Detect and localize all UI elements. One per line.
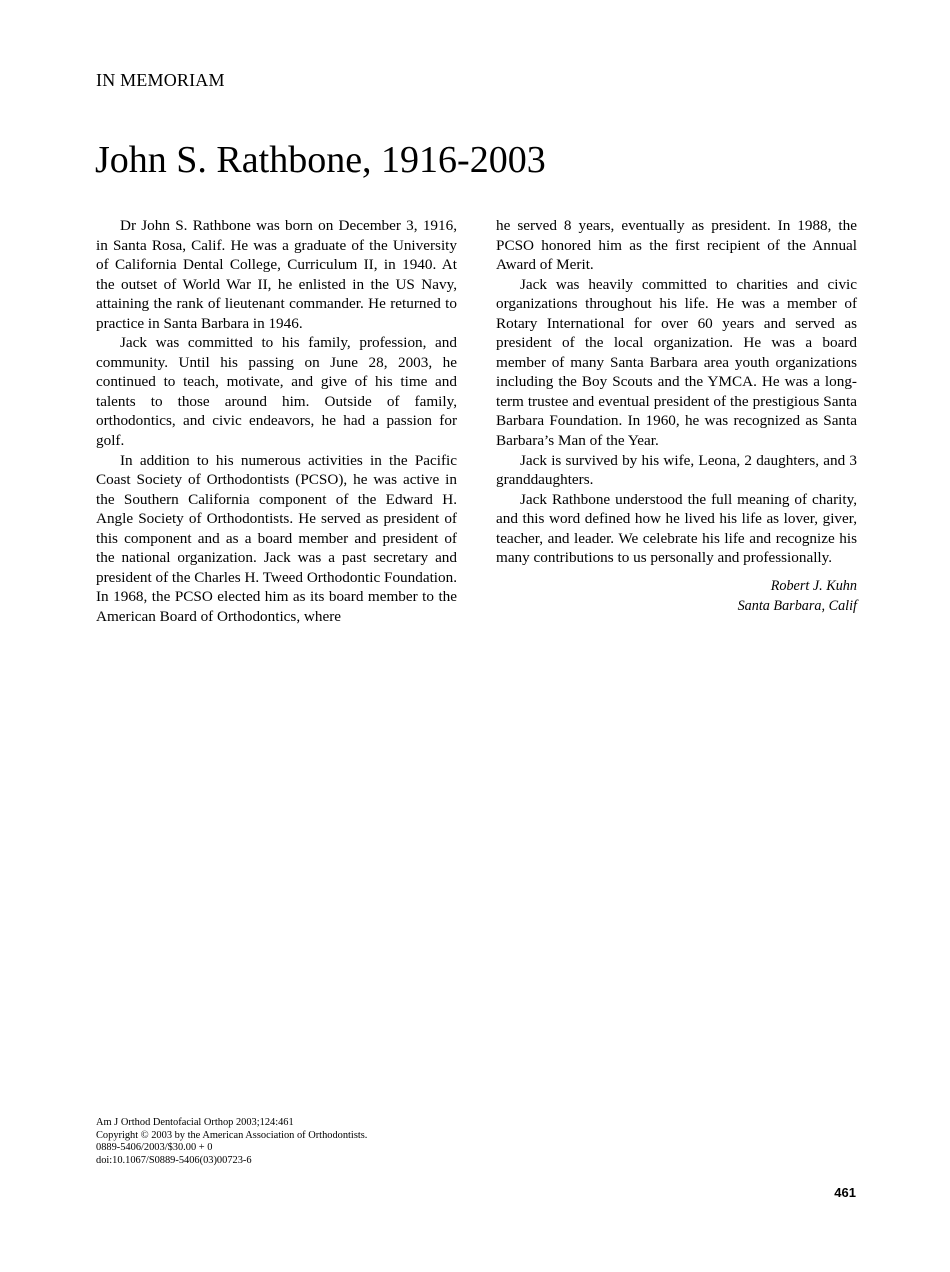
signature-location: Santa Barbara, Calif	[737, 597, 857, 614]
page-number: 461	[834, 1185, 856, 1200]
body-paragraph: Jack was heavily committed to charities and civic organizations throughout his life. He was a member of Rotary International for over 60 years and served as president of the local organization. He was a board member of many Santa Barbara area youth organizations including the Boy Scouts and the YMCA. He was a long-term trustee and eventual president of the prestigious Santa Barbara Foundation. In 1960, he was recognized as Santa Barbara’s Man of the Year.	[496, 275, 857, 450]
section-label: IN MEMORIAM	[96, 70, 225, 90]
body-paragraph: Jack is survived by his wife, Leona, 2 daughters, and 3 granddaughters.	[496, 451, 857, 489]
body-paragraph: Jack Rathbone understood the full meaning of charity, and this word defined how he lived his life as lover, giver, teacher, and leader. We celebrate his life and recognize his many contributions to us personally and professionally.	[496, 490, 857, 567]
body-paragraph-continuation: he served 8 years, eventually as president. In 1988, the PCSO honored him as the first recipient of the Annual Award of Merit.	[496, 217, 857, 274]
body-paragraph: Jack was committed to his family, profession, and community. Until his passing on June 28, 2003, he continued to teach, motivate, and give of his time and talents to those around him. Outside of family, orthodontics, and civic endeavors, he had a passion for golf.	[96, 334, 457, 450]
footer-citation: Am J Orthod Dentofacial Orthop 2003;124:461	[96, 1117, 294, 1128]
footer-issn: 0889-5406/2003/$30.00 + 0	[96, 1142, 213, 1153]
signature-author: Robert J. Kuhn	[770, 577, 857, 594]
body-paragraph: Dr John S. Rathbone was born on December 3, 1916, in Santa Rosa, Calif. He was a graduate of the University of California Dental College, Curriculum II, in 1940. At the outset of World War II, he enlisted in the US Navy, attaining the rank of lieutenant commander. He returned to practice in Santa Barbara in 1946.	[96, 217, 457, 332]
citation-footer	[96, 1117, 367, 1167]
body-paragraph: In addition to his numerous activities in the Pacific Coast Society of Orthodontists (PCSO), he was active in the Southern California component of the Edward H. Angle Society of Orthodontists. He served as president of this component and as a board member and president of the national organization. Jack was a past secretary and president of the Charles H. Tweed Orthodontic Foundation. In 1968, the PCSO elected him as its board member to the American Board of Orthodontics, where	[96, 451, 457, 625]
signature	[496, 576, 857, 616]
footer-copyright: Copyright © 2003 by the American Association of Orthodontists.	[96, 1129, 368, 1141]
left-column	[96, 216, 457, 626]
footer-doi: doi:10.1067/S0889-5406(03)00723-6	[96, 1154, 252, 1166]
right-column	[496, 216, 857, 616]
article-title: John S. Rathbone, 1916-2003	[95, 139, 546, 181]
